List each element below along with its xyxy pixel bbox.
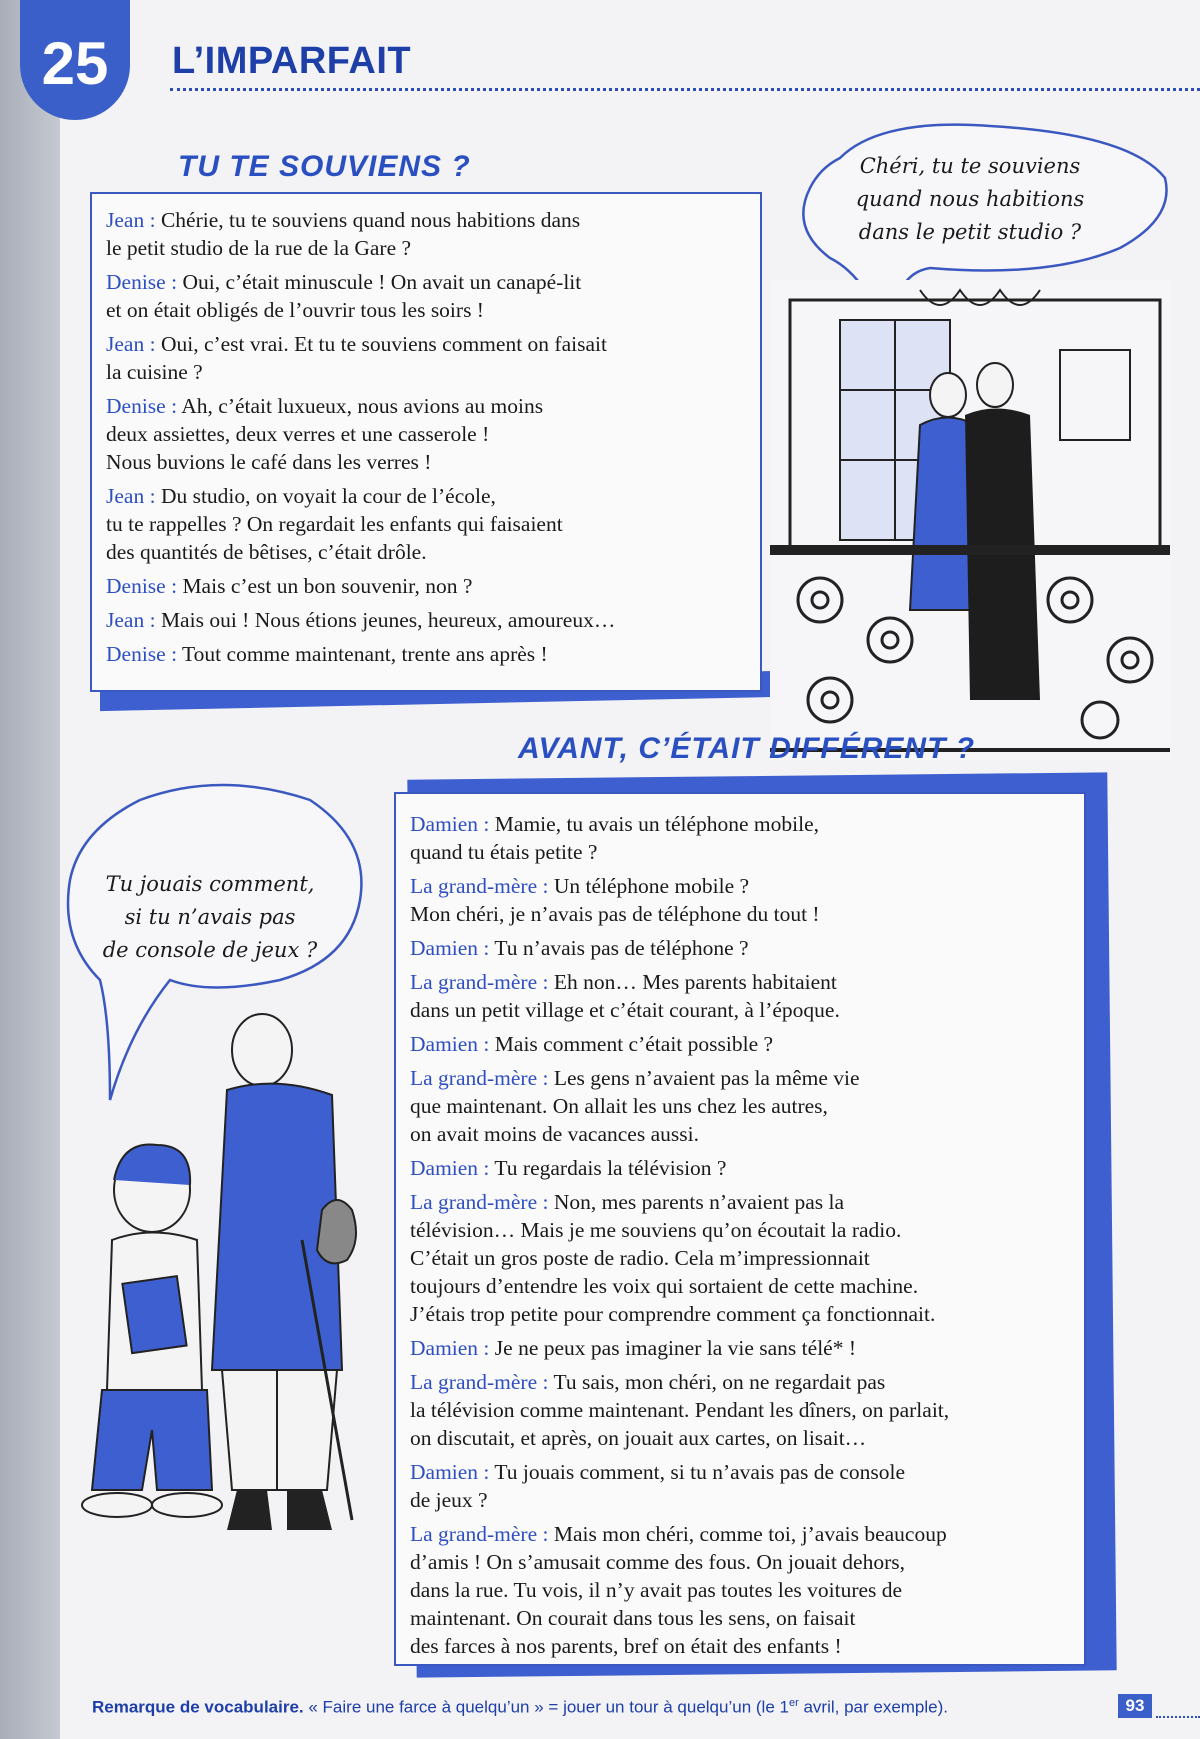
chapter-number-badge xyxy=(20,0,130,120)
avant-text-row xyxy=(410,1030,1072,1058)
speaker-label: Denise : xyxy=(106,270,178,294)
avant-text-row xyxy=(410,1154,1072,1182)
speaker-label: Damien : xyxy=(410,812,490,836)
souviens-text-row xyxy=(106,296,748,324)
vocabulary-note xyxy=(92,1697,948,1718)
dialog-text: Un téléphone mobile ? xyxy=(548,874,750,898)
speaker-label: Jean : xyxy=(106,332,156,356)
speaker-label: Damien : xyxy=(410,1460,490,1484)
avant-text-row xyxy=(410,1396,1072,1424)
avant-text-row xyxy=(410,1486,1072,1514)
dialog-text: tu te rappelles ? On regardait les enfants qui faisaient xyxy=(106,512,563,536)
speaker-label: La grand-mère : xyxy=(410,970,549,994)
speaker-label: La grand-mère : xyxy=(410,1522,549,1546)
dialog-text: Mais oui ! Nous étions jeunes, heureux, amoureux… xyxy=(155,608,616,632)
bubble-line: quand nous habitions xyxy=(855,187,1085,211)
souviens-text-row xyxy=(106,234,748,262)
dialog-text: Mais c’est un bon souvenir, non ? xyxy=(177,574,473,598)
dialog-text: on discutait, et après, on jouait aux cartes, on lisait… xyxy=(410,1426,867,1450)
speaker-label: Damien : xyxy=(410,936,490,960)
speaker-label: Denise : xyxy=(106,642,178,666)
avant-text-row xyxy=(410,1120,1072,1148)
souviens-text-row xyxy=(106,510,748,538)
chapter-number: 25 xyxy=(41,29,109,97)
souviens-line xyxy=(106,606,748,634)
avant-line xyxy=(410,1030,1072,1058)
souviens-text-row xyxy=(106,572,748,600)
speaker-label: Damien : xyxy=(410,1336,490,1360)
avant-line xyxy=(410,968,1072,1024)
dialog-text: Oui, c’était minuscule ! On avait un canapé-lit xyxy=(177,270,582,294)
dialog-text: d’amis ! On s’amusait comme des fous. On jouait dehors, xyxy=(410,1550,906,1574)
book-gutter xyxy=(0,0,60,1739)
avant-text-row xyxy=(410,810,1072,838)
dialog-text: Tout comme maintenant, trente ans après ! xyxy=(177,642,548,666)
souviens-text-row xyxy=(106,392,748,420)
avant-text-row xyxy=(410,1548,1072,1576)
dialog-text: la télévision comme maintenant. Pendant les dîners, on parlait, xyxy=(410,1398,950,1422)
avant-text-row xyxy=(410,900,1072,928)
avant-text-row xyxy=(410,1064,1072,1092)
souviens-text-row xyxy=(106,206,748,234)
avant-line xyxy=(410,1064,1072,1148)
dialog-text: toujours d’entendre les voix qui sortaient de cette machine. xyxy=(410,1274,919,1298)
avant-line xyxy=(410,1188,1072,1328)
dialog-text: le petit studio de la rue de la Gare ? xyxy=(106,236,412,260)
avant-text-row xyxy=(410,872,1072,900)
dialog-text: Tu regardais la télévision ? xyxy=(489,1156,727,1180)
souviens-text-row xyxy=(106,448,748,476)
dialog-text: dans un petit village et c’était courant, à l’époque. xyxy=(410,998,840,1022)
dialog-text: Oui, c’est vrai. Et tu te souviens comment on faisait xyxy=(155,332,607,356)
speaker-label: Damien : xyxy=(410,1032,490,1056)
speaker-label: La grand-mère : xyxy=(410,1066,549,1090)
avant-text-row xyxy=(410,1424,1072,1452)
dialog-text: que maintenant. On allait les uns chez les autres, xyxy=(410,1094,828,1118)
souviens-line xyxy=(106,640,748,668)
souviens-line xyxy=(106,330,748,386)
souviens-text-row xyxy=(106,606,748,634)
dialog-text: Mais comment c’était possible ? xyxy=(489,1032,774,1056)
section-title-souviens: TU TE SOUVIENS ? xyxy=(178,150,471,183)
speaker-label: Denise : xyxy=(106,394,178,418)
souviens-line xyxy=(106,482,748,566)
dialog-text: télévision… Mais je me souviens qu’on écoutait la radio. xyxy=(410,1218,902,1242)
dialog-text: maintenant. On courait dans tous les sens, on faisait xyxy=(410,1606,856,1630)
avant-line xyxy=(410,810,1072,866)
dialog-box-avant xyxy=(394,792,1086,1666)
page-number: 93 xyxy=(1118,1694,1152,1718)
dialog-text: Ah, c’était luxueux, nous avions au moins xyxy=(177,394,544,418)
vocabulary-note-tail: avril, par exemple). xyxy=(798,1697,949,1717)
couple-balcony-illustration xyxy=(770,280,1170,760)
souviens-line xyxy=(106,572,748,600)
header-rule xyxy=(170,88,1200,91)
dialog-text: Mon chéri, je n’avais pas de téléphone du tout ! xyxy=(410,902,820,926)
avant-text-row xyxy=(410,1300,1072,1328)
speaker-label: La grand-mère : xyxy=(410,1370,549,1394)
vocabulary-note-label: Remarque de vocabulaire. xyxy=(92,1697,304,1717)
avant-line xyxy=(410,1458,1072,1514)
vocabulary-note-sup: er xyxy=(788,1697,799,1709)
dialog-text: Mais mon chéri, comme toi, j’avais beaucoup xyxy=(548,1522,947,1546)
avant-line xyxy=(410,1368,1072,1452)
boy-grandmother-illustration xyxy=(62,1090,402,1540)
page-number-rule xyxy=(1156,1716,1200,1718)
vocabulary-note-text: « Faire une farce à quelqu’un » = jouer un tour à quelqu’un (le 1 xyxy=(303,1697,789,1717)
dialog-text: Chérie, tu te souviens quand nous habitions dans xyxy=(155,208,581,232)
avant-text-row xyxy=(410,1576,1072,1604)
souviens-line xyxy=(106,392,748,476)
dialog-text: Tu jouais comment, si tu n’avais pas de console xyxy=(489,1460,906,1484)
avant-text-row xyxy=(410,1216,1072,1244)
avant-text-row xyxy=(410,1520,1072,1548)
speaker-label: La grand-mère : xyxy=(410,874,549,898)
dialog-text: quand tu étais petite ? xyxy=(410,840,598,864)
souviens-line xyxy=(106,206,748,262)
dialog-text: et on était obligés de l’ouvrir tous les soirs ! xyxy=(106,298,484,322)
souviens-line xyxy=(106,268,748,324)
dialog-text: Tu n’avais pas de téléphone ? xyxy=(489,936,749,960)
dialog-text: Nous buvions le café dans les verres ! xyxy=(106,450,432,474)
dialog-text: Mamie, tu avais un téléphone mobile, xyxy=(489,812,820,836)
avant-text-row xyxy=(410,1092,1072,1120)
avant-text-row xyxy=(410,934,1072,962)
dialog-text: Les gens n’avaient pas la même vie xyxy=(548,1066,860,1090)
dialog-text: Non, mes parents n’avaient pas la xyxy=(548,1190,845,1214)
avant-text-row xyxy=(410,1188,1072,1216)
souviens-text-row xyxy=(106,482,748,510)
dialog-text: des quantités de bêtises, c’était drôle. xyxy=(106,540,427,564)
dialog-text: C’était un gros poste de radio. Cela m’impressionnait xyxy=(410,1246,870,1270)
speaker-label: Jean : xyxy=(106,484,156,508)
speaker-label: Damien : xyxy=(410,1156,490,1180)
dialog-text: la cuisine ? xyxy=(106,360,203,384)
bubble-text-jean xyxy=(820,150,1120,249)
speaker-label: Denise : xyxy=(106,574,178,598)
bubble-line: Tu jouais comment, xyxy=(105,872,315,896)
dialog-box-souviens xyxy=(90,192,762,692)
dialog-text: J’étais trop petite pour comprendre comment ça fonctionnait. xyxy=(410,1302,936,1326)
avant-text-row xyxy=(410,1244,1072,1272)
dialog-text: Eh non… Mes parents habitaient xyxy=(548,970,837,994)
avant-line xyxy=(410,934,1072,962)
avant-text-row xyxy=(410,1334,1072,1362)
souviens-text-row xyxy=(106,538,748,566)
dialog-text: Du studio, on voyait la cour de l’école, xyxy=(155,484,496,508)
dialog-text: Je ne peux pas imaginer la vie sans télé* ! xyxy=(489,1336,856,1360)
avant-text-row xyxy=(410,838,1072,866)
souviens-text-row xyxy=(106,420,748,448)
avant-text-row xyxy=(410,968,1072,996)
bubble-text-damien xyxy=(80,868,340,967)
section-title-avant: AVANT, C’ÉTAIT DIFFÉRENT ? xyxy=(518,732,976,765)
avant-text-row xyxy=(410,1632,1072,1660)
avant-text-row xyxy=(410,1604,1072,1632)
avant-line xyxy=(410,1154,1072,1182)
avant-line xyxy=(410,1334,1072,1362)
avant-line xyxy=(410,872,1072,928)
dialog-text: on avait moins de vacances aussi. xyxy=(410,1122,699,1146)
dialog-text: de jeux ? xyxy=(410,1488,488,1512)
chapter-title: L’IMPARFAIT xyxy=(172,40,412,82)
bubble-line: si tu n’avais pas xyxy=(124,905,296,929)
speaker-label: Jean : xyxy=(106,208,156,232)
dialog-text: dans la rue. Tu vois, il n’y avait pas toutes les voitures de xyxy=(410,1578,903,1602)
bubble-line: dans le petit studio ? xyxy=(858,220,1082,244)
souviens-text-row xyxy=(106,640,748,668)
avant-line xyxy=(410,1520,1072,1660)
dialog-text: des farces à nos parents, bref on était des enfants ! xyxy=(410,1634,842,1658)
avant-text-row xyxy=(410,996,1072,1024)
souviens-text-row xyxy=(106,330,748,358)
avant-text-row xyxy=(410,1368,1072,1396)
bubble-line: Chéri, tu te souviens xyxy=(859,154,1081,178)
bubble-line: de console de jeux ? xyxy=(102,938,318,962)
avant-text-row xyxy=(410,1272,1072,1300)
dialog-text: deux assiettes, deux verres et une casserole ! xyxy=(106,422,490,446)
souviens-text-row xyxy=(106,268,748,296)
dialog-text: Tu sais, mon chéri, on ne regardait pas xyxy=(548,1370,886,1394)
avant-text-row xyxy=(410,1458,1072,1486)
speaker-label: Jean : xyxy=(106,608,156,632)
speaker-label: La grand-mère : xyxy=(410,1190,549,1214)
souviens-text-row xyxy=(106,358,748,386)
